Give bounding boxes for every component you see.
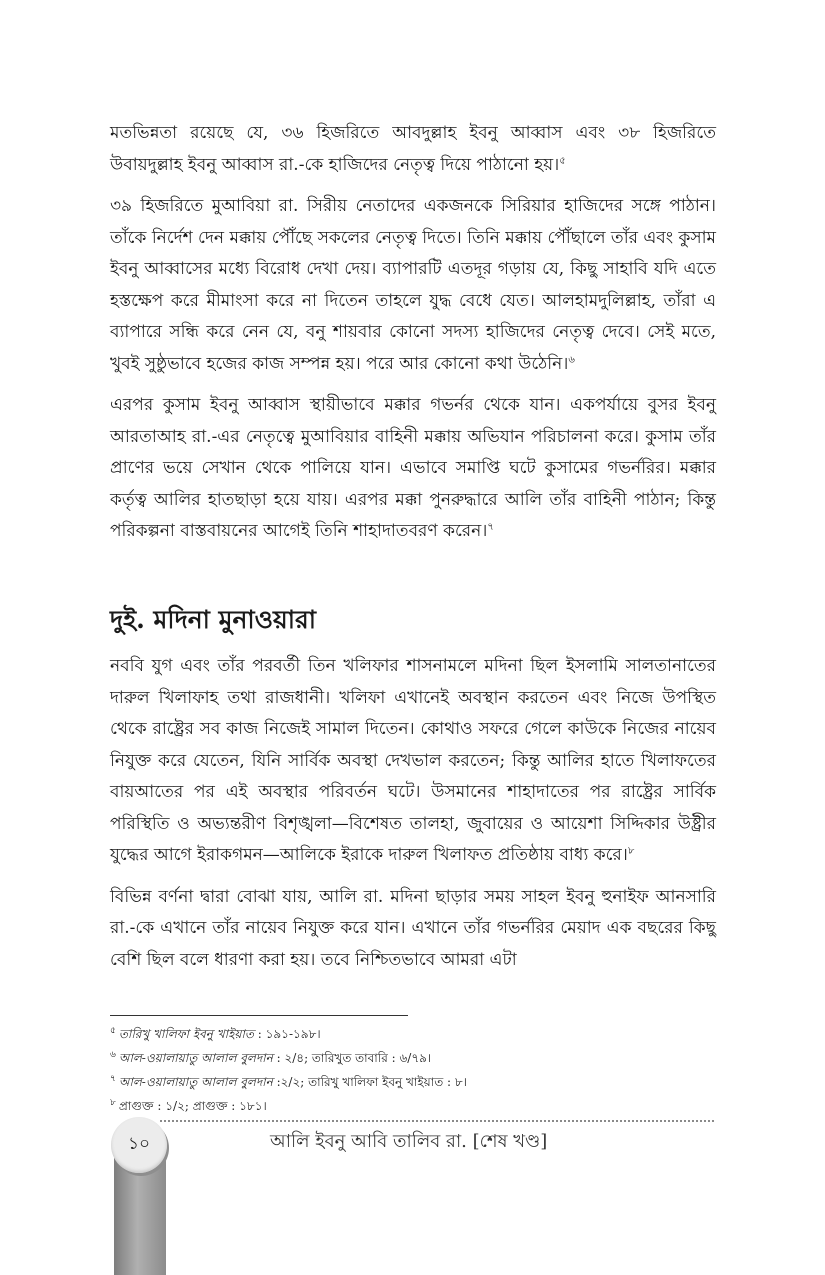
page-number: ১০ [127,1134,151,1154]
footnote-citation: : ২/৪; তারিখুত তাবারি : ৬/৭৯। [272,1051,432,1065]
footnotes [110,1022,716,1118]
paragraph-text: এরপর কুসাম ইবনু আব্বাস স্থায়ীভাবে মক্কার গভর্নর থেকে যান। একপর্যায়ে বুসর ইবনু আরতাআহ রা.-এর নেতৃত্বে মুআবিয়ার বাহিনী মক্কায় অভিযান পরিচালনা করে। কুসাম তাঁর প্রাণের ভয়ে সেখান থেকে পালিয়ে যান। এভাবে সমাপ্তি ঘটে কুসামের গভর্নরির। মক্কার কর্তৃত্ব আলির হাতছাড়া হয়ে যায়। এরপর মক্কা পুনরুদ্ধারে আলি তাঁর বাহিনী পাঠান; কিন্তু পরিকল্পনা বাস্তবায়নের আগেই তিনি শাহাদাতবরণ করেন। [110,395,716,541]
section-heading: দুই. মদিনা মুনাওয়ারা [110,605,317,634]
footnote-citation: প্রাগুক্ত : ১/২; প্রাগুক্ত : ১৮১। [118,1099,267,1113]
footnote-ref[interactable]: ৫ [559,154,566,166]
footnote-mark: ৮ [110,1098,116,1108]
footnote-mark: ৬ [110,1050,116,1060]
paragraph-text: বিভিন্ন বর্ণনা দ্বারা বোঝা যায়, আলি রা. মদিনা ছাড়ার সময় সাহল ইবনু হুনাইফ আনসারি রা.-কে এখানে তাঁর নায়েব নিযুক্ত করে যান। এখানে তাঁর গভর্নরির মেয়াদ এক বছরের কিছু বেশি ছিল বলে ধারণা করা হয়। তবে নিশ্চিতভাবে আমরা এটা [110,886,716,970]
running-title: আলি ইবনু আবি তালিব রা. [শেষ খণ্ড] [270,1131,548,1152]
footnote [110,1094,716,1116]
footnote-citation: :২/২; তারিখু খালিফা ইবনু খাইয়াত : ৮। [272,1075,467,1089]
footnote-source: আল-ওয়ালায়াতু আলাল বুলদান [118,1075,273,1089]
footnote-ref[interactable]: ৮ [627,845,635,857]
paragraph-text: নববি যুগ এবং তাঁর পরবর্তী তিন খলিফার শাসনামলে মদিনা ছিল ইসলামি সালতানাতের দারুল খিলাফাহ তথা রাজধানী। খলিফা এখানেই অবস্থান করতেন এবং নিজে উপস্থিত থেকে রাষ্ট্রের সব কাজ নিজেই সামাল দিতেন। কোথাও সফরে গেলে কাউকে নিজের নায়েব নিযুক্ত করে যেতেন, যিনি সার্বিক অবস্থা দেখভাল করতেন; কিন্তু আলির হাতে খিলাফতের বায়আতের পর এই অবস্থার পরিবর্তন ঘটে। উসমানের শাহাদাতের পর রাষ্ট্রের সার্বিক পরিস্থিতি ও অভ্যন্তরীণ বিশৃঙ্খলা—বিশেষত তালহা, জুবায়ের ও আয়েশা সিদ্দিকার উষ্ট্রীর যুদ্ধের আগে ইরাকগমন—আলিকে ইরাকে দারুল খিলাফত প্রতিষ্ঠায় বাধ্য করে। [110,656,716,865]
footnote-source: আল-ওয়ালায়াতু আলাল বুলদান [118,1051,273,1065]
paragraph-text: মতভিন্নতা রয়েছে যে, ৩৬ হিজরিতে আবদুল্লাহ ইবনু আব্বাস এবং ৩৮ হিজরিতে উবায়দুল্লাহ ইবনু আব্বাস রা.-কে হাজিদের নেতৃত্ব দিয়ে পাঠানো হয়। [110,123,716,175]
footnote-mark: ৫ [110,1026,116,1036]
paragraph-text: ৩৯ হিজরিতে মুআবিয়া রা. সিরীয় নেতাদের একজনকে সিরিয়ার হাজিদের সঙ্গে পাঠান। তাঁকে নির্দেশ দেন মক্কায় পৌঁছে সকলের নেতৃত্ব দিতে। তিনি মক্কায় পৌঁছালে তাঁর এবং কুসাম ইবনু আব্বাসের মধ্যে বিরোধ দেখা দেয়। ব্যাপারটি এতদূর গড়ায় যে, কিছু সাহাবি যদি এতে হস্তক্ষেপ করে মীমাংসা করে না দিতেন তাহলে যুদ্ধ বেধে যেত। আলহামদুলিল্লাহ, তাঁরা এ ব্যাপারে সন্ধি করে নেন যে, বনু শায়বার কোনো সদস্য হাজিদের নেতৃত্ব দেবে। সেই মতে, খুবই সুষ্ঠুভাবে হজের কাজ সম্পন্ন হয়। পরে আর কোনো কথা উঠেনি। [110,196,716,374]
paragraph [110,390,716,548]
page-number-badge [111,1117,167,1173]
footnote [110,1022,716,1044]
lower-body-text [110,651,716,986]
footer-wavy-divider [160,1120,716,1122]
footnote-divider [110,1015,408,1016]
footnote-source: তারিখু খালিফা ইবনু খাইয়াত [118,1027,254,1041]
paragraph [110,118,716,181]
footnote-ref[interactable]: ৬ [568,353,575,365]
footnote-ref[interactable]: ৭ [487,521,494,533]
footnote-citation: : ১৯১-১৯৮। [253,1027,321,1041]
paragraph [110,882,716,977]
footnote-mark: ৭ [110,1074,116,1084]
paragraph [110,651,716,872]
footnote [110,1070,716,1092]
footnote [110,1046,716,1068]
upper-body-text [110,118,716,558]
paragraph [110,191,716,380]
